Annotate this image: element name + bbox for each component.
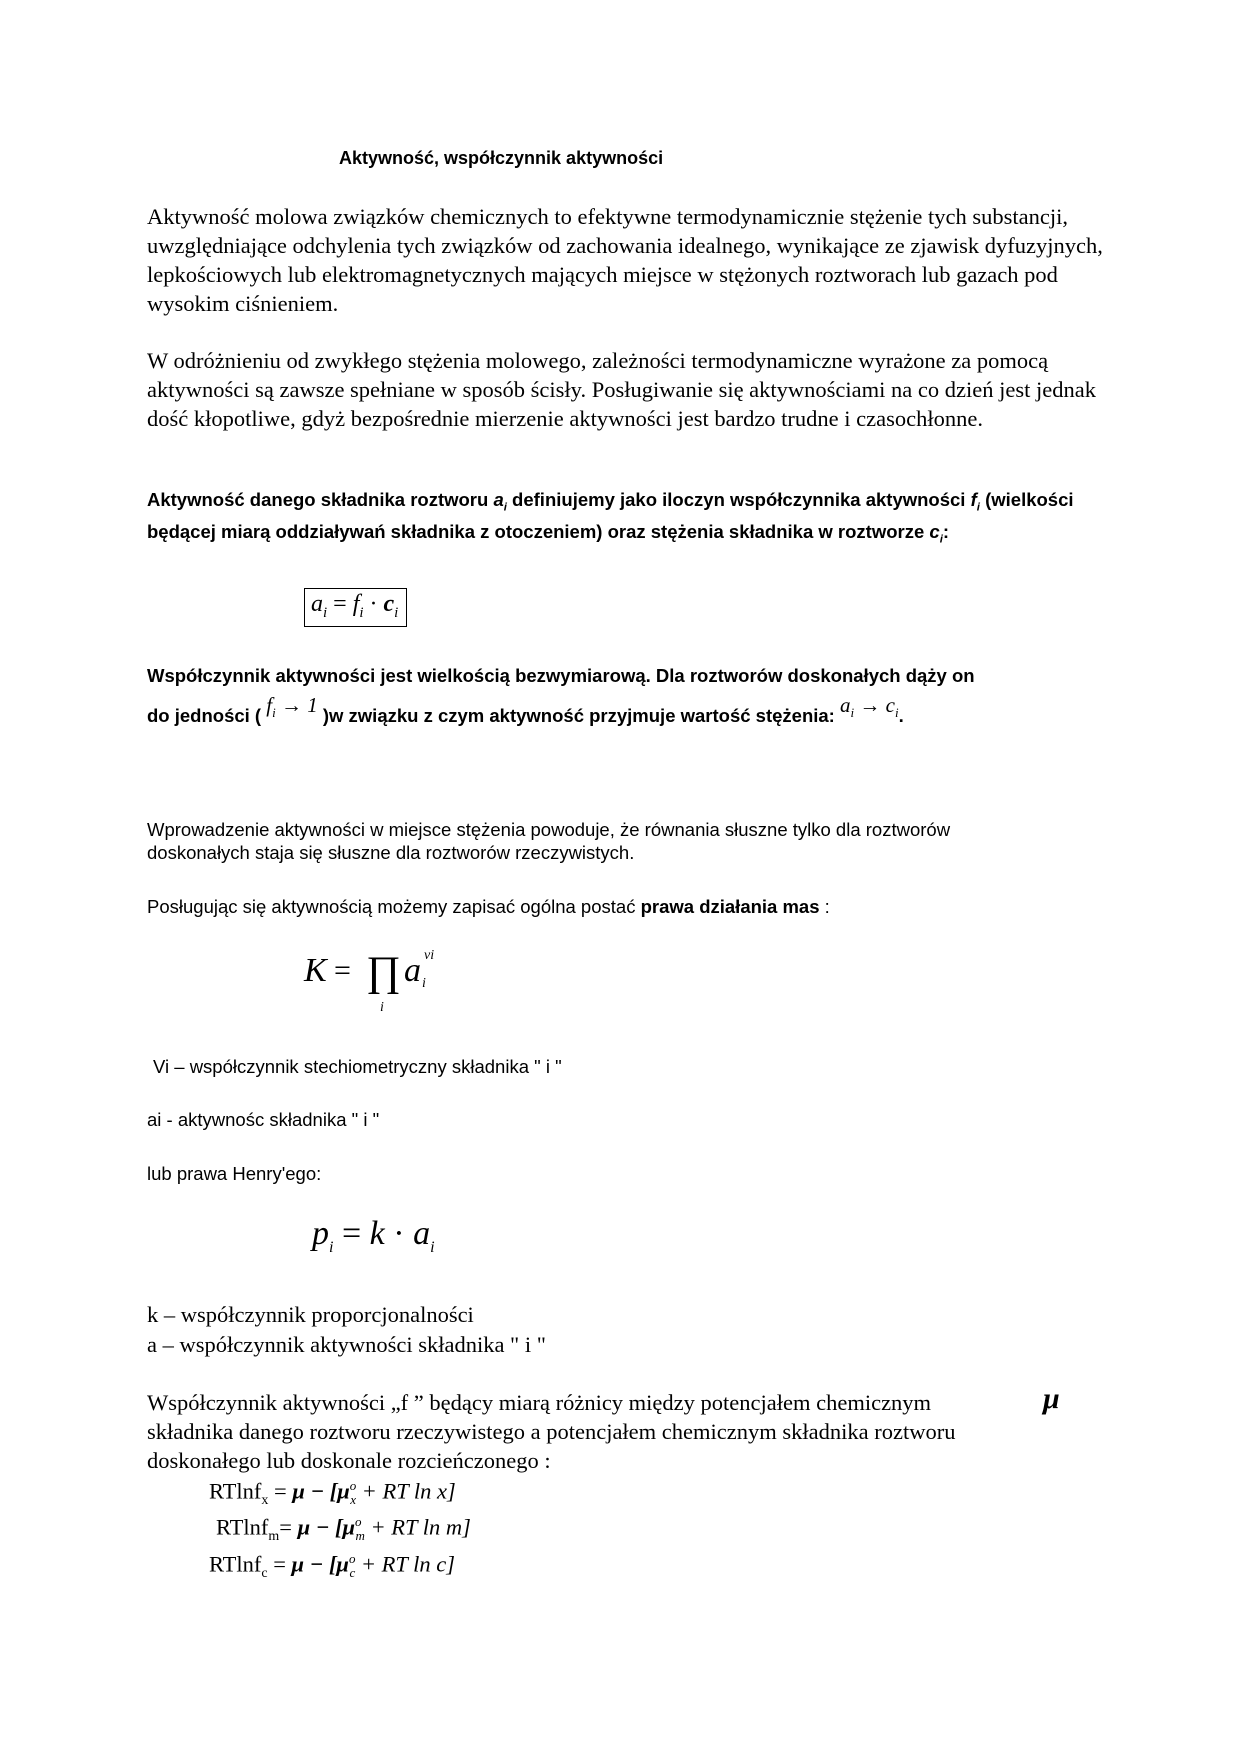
potential-line-3: doskonałego lub doskonale rozcieńczonego :	[147, 1448, 551, 1473]
henry-intro: lub prawa Henry'ego:	[147, 1163, 322, 1184]
a-definition	[147, 1108, 379, 1132]
ideal-text-a: do jedności (	[147, 705, 267, 726]
formula-K-a-sub: i	[422, 976, 426, 991]
limit-a-to-c	[840, 693, 899, 721]
formula-a: a	[311, 591, 323, 617]
var-c: c	[929, 521, 940, 543]
a2-definition: a – współczynnik aktywności składnika " i "	[147, 1332, 546, 1357]
a-text: - aktywnośc składnika " i "	[161, 1109, 380, 1130]
eq-c-lhs: RTlnf	[209, 1551, 262, 1577]
formula-K-a: a	[404, 952, 421, 989]
formula-a-sub: i	[323, 604, 328, 621]
eq-x-rhs-sup: o	[349, 1478, 357, 1493]
limit-one: 1	[307, 693, 318, 717]
eq-x-rhs-end: + RT ln x]	[356, 1478, 456, 1504]
k-definition: k – współczynnik proporcjonalności	[147, 1302, 474, 1327]
a-symbol: ai	[147, 1109, 162, 1130]
real-line-1: Wprowadzenie aktywności w miejsce stężenia powoduje, że równania słuszne tylko dla roztworów	[147, 819, 951, 840]
mass-action-end: :	[819, 896, 830, 917]
eq-c-lhs-sub: c	[261, 1566, 268, 1581]
definition-text-3: (wielkości będącej miarą oddziaływań składnika z otoczeniem) oraz stężenia składnika w roztworze	[147, 489, 1074, 543]
mu-symbol: μ	[1043, 1382, 1060, 1415]
eq-m-lhs: RTlnf	[216, 1514, 269, 1540]
limit-f-to-one	[266, 693, 318, 721]
formula-K-eq: =	[334, 954, 351, 987]
product-index: i	[380, 1000, 384, 1015]
eq-c-rhs-start: μ − [μ	[291, 1551, 349, 1577]
eq-x-lhs-sub: x	[261, 1493, 269, 1508]
eq-x-rhs-start: μ − [μ	[292, 1478, 350, 1504]
equation-m	[216, 1514, 471, 1545]
formula-dot: ·	[363, 591, 384, 617]
eq-x-rhs-sub: x	[350, 1492, 357, 1507]
var-a-sub: i	[503, 501, 507, 514]
henry-formula	[312, 1215, 435, 1257]
intro-paragraph: Aktywność molowa związków chemicznych to efektywne termodynamicznie stężenie tych substancji, uwzględniające odchylenia tych związków od zachowania idealnego, wynikające ze zjawisk dyfuzyjnych, lepkościowych lub elektromagnetycznych mających miejsce w stężonych roztworach lub gazach pod wysokim ciśnieniem.	[147, 204, 1103, 316]
product-icon: ∏	[366, 949, 401, 995]
eq-c-rhs-end: + RT ln c]	[355, 1551, 456, 1577]
page-title: Aktywność, współczynnik aktywności	[339, 148, 664, 168]
var-a: a	[493, 489, 504, 510]
nu-symbol: Vi	[153, 1056, 170, 1077]
limit-f: f	[266, 693, 273, 717]
formula-f-sub: i	[359, 604, 364, 621]
henry-p: p	[312, 1215, 329, 1252]
var-f-sub: i	[976, 501, 980, 514]
var-f: f	[970, 489, 977, 510]
eq-x-sign: =	[268, 1478, 293, 1504]
equation-x	[209, 1478, 456, 1509]
mass-action-text: Posługując się aktywnością możemy zapisać ogólna postać	[147, 896, 641, 917]
henry-a-sub: i	[430, 1238, 435, 1256]
arrow-icon: →	[275, 693, 308, 717]
eq-c-rhs-sub: c	[349, 1565, 356, 1580]
mass-action-formula	[304, 948, 464, 1018]
activity-formula	[304, 588, 407, 627]
definition-text-4: :	[942, 521, 950, 543]
definition-text-2: definiujemy jako iloczyn współczynnika aktywności	[506, 489, 971, 510]
difference-paragraph: W odróżnieniu od zwykłego stężenia molowego, zależności termodynamiczne wyrażone za pomocą aktywności są zawsze spełniane w sposób ścisły. Posługiwanie się aktywnościami na co dzień jest jednak dość kłopotliwe, gdyż bezpośrednie mierzenie aktywności jest bardzo trudne i czasochłonne.	[147, 348, 1096, 431]
eq-m-rhs-sub: m	[355, 1528, 365, 1543]
real-line-2: doskonałych staja się słuszne dla roztworów rzeczywistych.	[147, 842, 635, 863]
mass-action-line	[147, 895, 830, 919]
eq-m-rhs-sup: o	[354, 1514, 362, 1529]
limit2-a-sub: i	[850, 705, 855, 721]
definition-text-1: Aktywność danego składnika roztworu	[147, 489, 494, 510]
formula-K-a-sup: νi	[424, 948, 435, 963]
eq-m-lhs-sub: m	[268, 1529, 280, 1544]
henry-dot: ·	[384, 1215, 414, 1252]
ideal-text-b: )w związku z czym aktywność przyjmuje wartość stężenia:	[317, 705, 840, 726]
mass-action-bold: prawa działania mas	[640, 896, 820, 917]
formula-c: c	[383, 591, 395, 617]
eq-m-rhs-end: + RT ln m]	[364, 1514, 471, 1540]
limit-f-sub: i	[272, 705, 276, 721]
eq-x-lhs: RTlnf	[209, 1478, 262, 1504]
eq-c-sign: =	[267, 1551, 292, 1577]
eq-c-rhs-sup: o	[348, 1551, 356, 1566]
henry-eq: =	[333, 1215, 370, 1252]
formula-eq: =	[327, 591, 353, 617]
nu-definition	[153, 1055, 562, 1079]
henry-a: a	[413, 1215, 431, 1252]
henry-p-sub: i	[329, 1238, 334, 1256]
equation-c	[209, 1551, 455, 1582]
formula-c-sub: i	[394, 604, 399, 621]
arrow-icon: →	[854, 693, 886, 717]
limit2-a: a	[840, 693, 851, 717]
ideal-line-1: Współczynnik aktywności jest wielkością bezwymiarową. Dla roztworów doskonałych dąży on	[147, 665, 975, 686]
formula-K: K	[304, 952, 327, 989]
var-c-sub: i	[939, 533, 943, 546]
limit2-c-sub: i	[894, 705, 899, 721]
ideal-line-2	[147, 693, 904, 726]
eq-m-sign: =	[279, 1514, 298, 1540]
nu-text: – współczynnik stechiometryczny składnika " i "	[169, 1056, 562, 1077]
formula-f: f	[352, 591, 360, 617]
potential-line-2: składnika danego roztworu rzeczywistego a potencjałem chemicznym składnika roztworu	[147, 1419, 956, 1444]
limit2-c: c	[885, 693, 895, 717]
henry-k: k	[369, 1215, 385, 1252]
ideal-text-end: .	[898, 705, 904, 726]
eq-m-rhs-start: μ − [μ	[297, 1514, 355, 1540]
definition-paragraph	[147, 488, 1097, 552]
potential-line-1: Współczynnik aktywności „f ” będący miarą różnicy między potencjałem chemicznym	[147, 1390, 932, 1415]
